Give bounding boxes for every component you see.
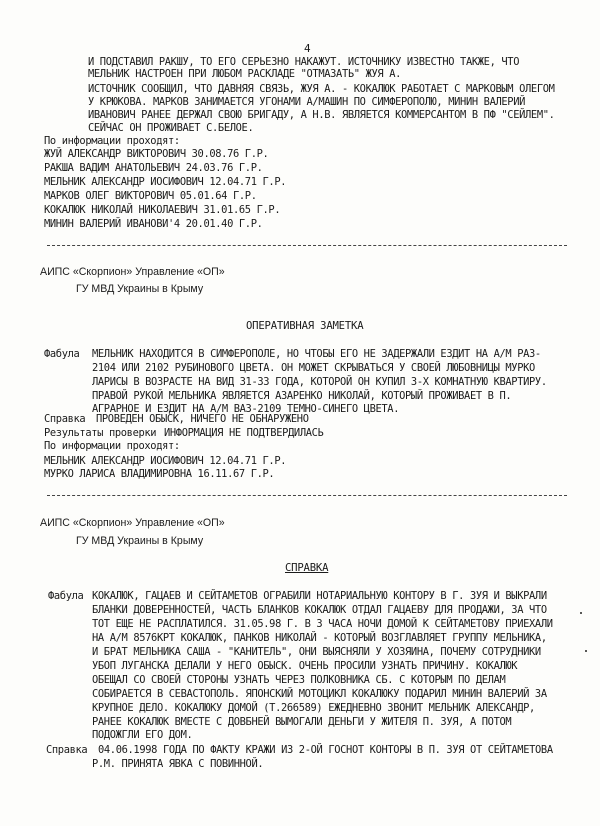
paragraph-line: 2104 ИЛИ 2102 РУБИНОВОГО ЦВЕТА. ОН МОЖЕТ СКРЫВАТЬСЯ У СВОЕЙ ЛЮБОВНИЦЫ МУРКО <box>92 362 535 374</box>
info-label: По информации проходят: <box>44 135 180 147</box>
spravka-label: Справка <box>46 744 88 756</box>
info-label: По информации проходят: <box>44 440 180 452</box>
paragraph-line: И БРАТ МЕЛЬНИКА САША - "КАНИТЕЛЬ", ОНИ ВЫЯСНЯЛИ У ХОЗЯИНА, ПОЧЕМУ СОТРУДНИКИ <box>92 646 541 658</box>
page-number: 4 <box>304 42 311 55</box>
scan-speck <box>580 612 582 614</box>
paragraph-line: ПОДОЖГЛИ ЕГО ДОМ. <box>92 729 193 741</box>
paragraph-line: РАНЕЕ КОКАЛЮК ВМЕСТЕ С ДОВБНЕЙ ВЫМОГАЛИ ДЕНЬГИ У ЖИТЕЛЯ П. ЗУЯ, А ПОТОМ <box>92 716 512 728</box>
paragraph-line: УБОП ЛУГАНСКА ДЕЛАЛИ У НЕГО ОБЫСК. ОЧЕНЬ ПРОСИЛИ УЗНАТЬ ПРИЧИНУ. КОКАЛЮК <box>92 660 518 672</box>
person-entry: РАКША ВАДИМ АНАТОЛЬЕВИЧ 24.03.76 Г.Р. <box>44 162 263 174</box>
source-line: ГУ МВД Украины в Крыму <box>76 283 204 295</box>
paragraph-line: ОБЕЩАЛ СО СВОЕЙ СТОРОНЫ УЗНАТЬ ЧЕРЕЗ ПОЛКОВНИКА СБ. С КОТОРЫМ ПО ДЕЛАМ <box>92 674 506 686</box>
fabula-label: Фабула <box>48 590 84 602</box>
result-text: ИНФОРМАЦИЯ НЕ ПОДТВЕРДИЛАСЬ <box>164 427 324 439</box>
paragraph-line: БЛАНКИ ДОВЕРЕННОСТЕЙ, ЧАСТЬ БЛАНКОВ КОКАЛЮК ОТДАЛ ГАЦАЕВУ ДЛЯ ПРОДАЖИ, ЗА ЧТО <box>92 604 547 616</box>
person-entry: МИНИН ВАЛЕРИЙ ИВАНОВИ'4 20.01.40 Г.Р. <box>44 218 263 230</box>
paragraph-line: Р.М. ПРИНЯТА ЯВКА С ПОВИННОЙ. <box>92 758 264 770</box>
paragraph-line: КРУПНОЕ ДЕЛО. КОКАЛЮКУ ДОМОЙ (Т.266589) ЕЖЕДНЕВНО ЗВОНИТ МЕЛЬНИК АЛЕКСАНДР, <box>92 702 535 714</box>
source-line: АИПС «Скорпион» Управление «ОП» <box>40 266 225 278</box>
paragraph-line: ТОТ ЕЩЕ НЕ РАСПЛАТИЛСЯ. 31.05.98 Г. В 3 ЧАСА НОЧИ ДОМОЙ К СЕЙТАМЕТОВУ ПРИЕХАЛИ <box>92 618 553 630</box>
paragraph-line: СЕЙЧАС ОН ПРОЖИВАЕТ С.БЕЛОЕ. <box>88 122 254 134</box>
paragraph-line: МЕЛЬНИК НАСТРОЕН ПРИ ЛЮБОМ РАСКЛАДЕ "ОТМАЗАТЬ" ЖУЯ А. <box>88 68 402 80</box>
paragraph-line: АГРАРНОЕ И ЕЗДИТ НА А/М ВАЗ-2109 ТЕМНО-СИНЕГО ЦВЕТА. <box>92 403 400 415</box>
person-entry: КОКАЛЮК НИКОЛАЙ НИКОЛАЕВИЧ 31.01.65 Г.Р. <box>44 204 281 216</box>
paragraph-line: И ПОДСТАВИЛ РАКШУ, ТО ЕГО СЕРЬЕЗНО НАКАЖУТ. ИСТОЧНИКУ ИЗВЕСТНО ТАКЖЕ, ЧТО <box>88 56 520 68</box>
person-entry: МЕЛЬНИК АЛЕКСАНДР ИОСИФОВИЧ 12.04.71 Г.Р. <box>44 455 287 467</box>
paragraph-line: 04.06.1998 ГОДА ПО ФАКТУ КРАЖИ ИЗ 2-ОЙ ГОСНОТ КОНТОРЫ В П. ЗУЯ ОТ СЕЙТАМЕТОВА <box>98 744 553 756</box>
spravka-label: Справка <box>44 413 86 425</box>
person-entry: ЖУЙ АЛЕКСАНДР ВИКТОРОВИЧ 30.08.76 Г.Р. <box>44 148 269 160</box>
scan-speck <box>585 650 587 652</box>
paragraph-line: МЕЛЬНИК НАХОДИТСЯ В СИМФЕРОПОЛЕ, НО ЧТОБЫ ЕГО НЕ ЗАДЕРЖАЛИ ЕЗДИТ НА А/М РАЗ- <box>92 348 541 360</box>
source-line: ГУ МВД Украины в Крыму <box>76 535 204 547</box>
separator-line <box>47 245 567 246</box>
paragraph-line: ИСТОЧНИК СООБЩИЛ, ЧТО ДАВНЯЯ СВЯЗЬ, ЖУЯ А. - КОКАЛЮК РАБОТАЕТ С МАРКОВЫМ ОЛЕГОМ <box>88 83 555 95</box>
fabula-label: Фабула <box>44 348 80 360</box>
result-label: Результаты проверки <box>44 427 157 439</box>
section-title: СПРАВКА <box>285 562 329 574</box>
section-title: ОПЕРАТИВНАЯ ЗАМЕТКА <box>246 320 364 332</box>
person-entry: МАРКОВ ОЛЕГ ВИКТОРОВИЧ 05.01.64 Г.Р. <box>44 190 257 202</box>
person-entry: МУРКО ЛАРИСА ВЛАДИМИРОВНА 16.11.67 Г.Р. <box>44 468 275 480</box>
spravka-text: ПРОВЕДЕН ОБЫСК, НИЧЕГО НЕ ОБНАРУЖЕНО <box>96 413 309 425</box>
paragraph-line: ЛАРИСЫ В ВОЗРАСТЕ НА ВИД 31-33 ГОДА, КОТОРОЙ ОН КУПИЛ 3-Х КОМНАТНУЮ КВАРТИРУ. <box>92 376 547 388</box>
separator-line <box>47 495 567 496</box>
paragraph-line: КОКАЛЮК, ГАЦАЕВ И СЕЙТАМЕТОВ ОГРАБИЛИ НОТАРИАЛЬНУЮ КОНТОРУ В Г. ЗУЯ И ВЫКРАЛИ <box>92 590 547 602</box>
paragraph-line: ПРАВОЙ РУКОЙ МЕЛЬНИКА ЯВЛЯЕТСЯ АЗАРЕНКО НИКОЛАЙ, КОТОРЫЙ ПРОЖИВАЕТ В П. <box>92 390 512 402</box>
paragraph-line: ИВАНОВИЧ РАНЕЕ ДЕРЖАЛ СВОЮ БРИГАДУ, А Н.В. ЯВЛЯЕТСЯ КОММЕРСАНТОМ В ПФ "СЕЙЛЕМ". <box>88 109 555 121</box>
person-entry: МЕЛЬНИК АЛЕКСАНДР ИОСИФОВИЧ 12.04.71 Г.Р. <box>44 176 287 188</box>
paragraph-line: У КРЮКОВА. МАРКОВ ЗАНИМАЕТСЯ УГОНАМИ А/МАШИН ПО СИМФЕРОПОЛЮ, МИНИН ВАЛЕРИЙ <box>88 96 526 108</box>
paragraph-line: НА А/М 8576КРТ КОКАЛЮК, ПАНКОВ НИКОЛАЙ - КОТОРЫЙ ВОЗГЛАВЛЯЕТ ГРУППУ МЕЛЬНИКА, <box>92 632 547 644</box>
source-line: АИПС «Скорпион» Управление «ОП» <box>40 517 225 529</box>
paragraph-line: СОБИРАЕТСЯ В СЕВАСТОПОЛЬ. ЯПОНСКИЙ МОТОЦИКЛ КОКАЛЮКУ ПОДАРИЛ МИНИН ВАЛЕРИЙ ЗА <box>92 688 547 700</box>
